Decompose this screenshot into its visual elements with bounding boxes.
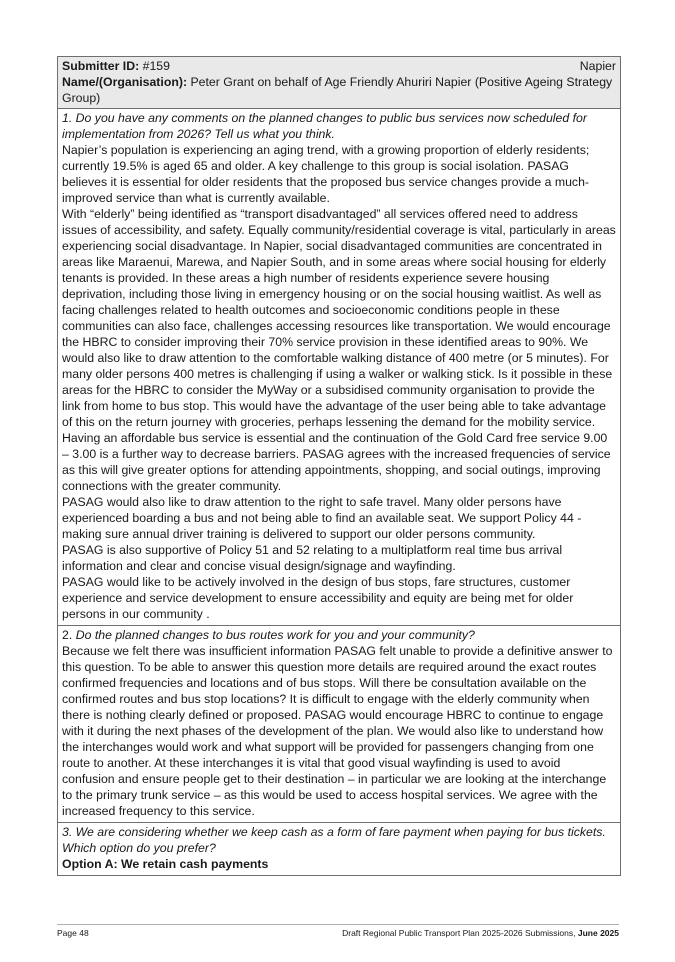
name-value: Peter Grant on behalf of Age Friendly Ahuriri Napier (Positive Ageing Strategy Group) [62, 75, 613, 105]
answer-3: Option A: We retain cash payments [62, 857, 269, 871]
submitter-name [62, 74, 616, 106]
submission-header [58, 57, 620, 108]
footer-document-title: Draft Regional Public Transport Plan 2025-2026 Submissions, [342, 928, 576, 938]
question-2-number: 2. [62, 628, 73, 642]
submitter-row [62, 58, 616, 74]
footer-title [342, 928, 619, 939]
page-number: Page 48 [57, 928, 89, 938]
answer-1-paragraph: Napier’s population is experiencing an aging trend, with a growing proportion of elderly residents; currently 19.5% is aged 65 and older. A key challenge to this group is social isolation. PASAG believes it is essential for older residents that the proposed bus service changes provide a much-improved service than what is currently available. [62, 143, 590, 205]
question-2-section [58, 625, 620, 822]
name-label: Name/(Organisation): [62, 75, 188, 89]
page-footer [57, 924, 619, 939]
question-2 [62, 627, 616, 643]
submitter-id-value: #159 [142, 59, 170, 73]
answer-2: Because we felt there was insufficient information PASAG felt unable to provide a definitive answer to this question. To be able to answer this question more details are required around the exact routes confirmed frequencies and locations and of bus stops. Will there be consultation available on the confirmed routes and bus stop locations? It is difficult to engage with the elderly community when there is nothing clearly defined or proposed. PASAG would encourage HBRC to continue to engage with it during the next phases of the development of the plan. We would also like to understand how the interchanges would work and what support will be provided for passengers changing from one route to another. At these interchanges it is vital that good visual wayfinding is used to avoid confusion and ensure people get to their destination – in particular we are looking at the interchange to the primary trunk service – as this would be used to access hospital services. We agree with the increased frequency to this service. [62, 644, 613, 818]
submitter-id [62, 58, 170, 74]
footer-date: June 2025 [577, 928, 619, 938]
question-3-section [58, 822, 620, 875]
question-1: 1. Do you have any comments on the planned changes to public bus services now scheduled for implementation from 2026? Tell us what you think. [62, 111, 587, 141]
question-2-text: Do the planned changes to bus routes work for you and your community? [75, 628, 475, 642]
answer-1-paragraph: PASAG would also like to draw attention to the right to safe travel. Many older persons have experienced boarding a bus and not being able to find an available seat. We support Policy 44 - making sure annual driver training is delivered to support our older persons community. [62, 495, 582, 541]
answer-1-paragraph: PASAG is also supportive of Policy 51 and 52 relating to a multiplatform real time bus arrival information and clear and concise visual design/signage and wayfinding. [62, 543, 563, 573]
answer-1-paragraph: PASAG would like to be actively involved in the design of bus stops, fare structures, customer experience and service development to ensure accessibility and equity are being met for older persons in our community . [62, 575, 574, 621]
question-1-section [58, 108, 620, 625]
answer-1-paragraph: With “elderly” being identified as “transport disadvantaged” all services offered need to address issues of accessibility, and safety. Equally community/residential coverage is vital, particularly in areas experiencing social disadvantage. In Napier, social disadvantaged communities are concentrated in areas like Maraenui, Marewa, and Napier South, and in some areas where social housing for elderly tenants is provided. In these areas a high number of residents experience severe housing deprivation, including those living in emergency housing or on the social housing waitlist. As well as facing challenges related to health outcomes and socioeconomic conditions people in these communities can also face, challenges accessing resources like transportation. We would encourage the HBRC to consider improving their 70% service provision in these identified areas to 90%. We would also like to draw attention to the comfortable walking distance of 400 metre (or 5 minutes). For many older persons 400 metres is challenging if using a walker or walking stick. Is it possible in these areas for the HBRC to consider the MyWay or a subsidised community organisation to provide the link from home to bus stop. This would have the advantage of the user being able to take advantage of this on the return journey with groceries, perhaps lessening the demand for the mobility service. Having an affordable bus service is essential and the continuation of the Gold Card free service 9.00 – 3.00 is a further way to decrease barriers. PASAG agrees with the increased frequencies of service as this will give greater options for attending appointments, shopping, and social outings, improving connections with the greater community. [62, 207, 616, 493]
submitter-location: Napier [579, 59, 616, 73]
submission-table [57, 56, 621, 876]
submitter-label: Submitter ID: [62, 59, 140, 73]
question-3: 3. We are considering whether we keep cash as a form of fare payment when paying for bus tickets. Which option do you prefer? [62, 825, 606, 855]
